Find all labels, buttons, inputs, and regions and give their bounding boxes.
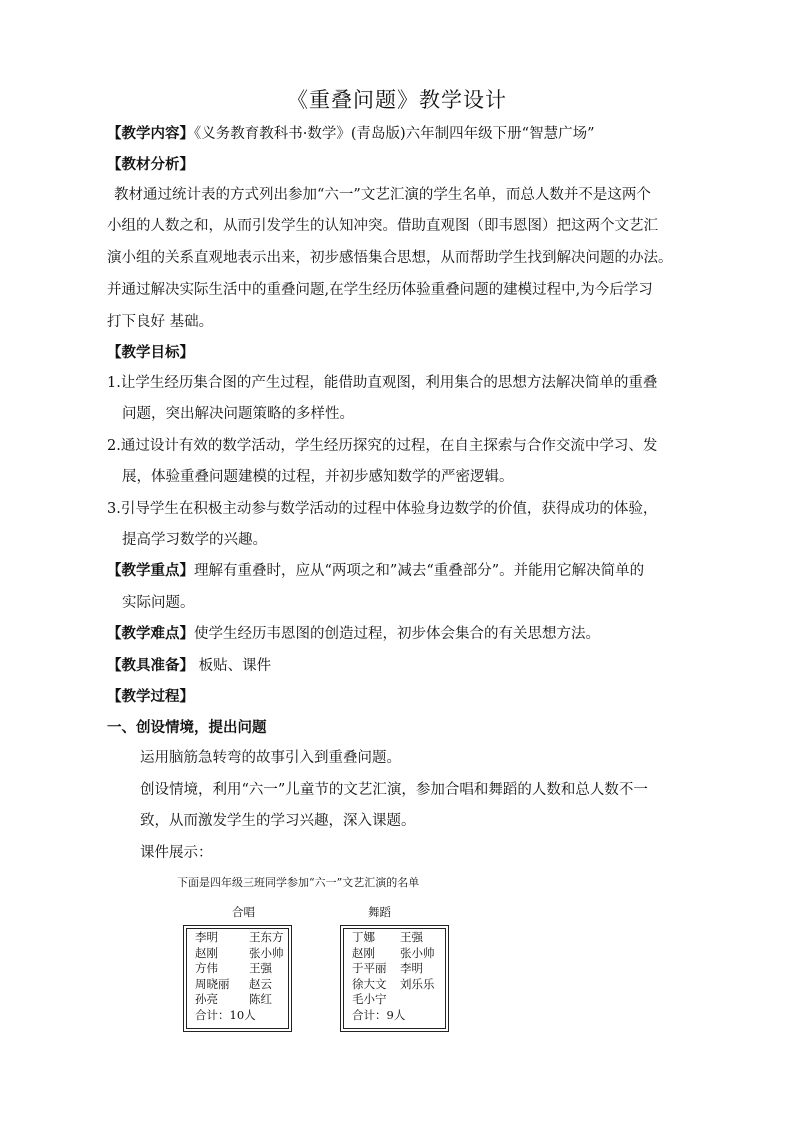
document-title: 《重叠问题》教学设计 [287, 88, 507, 112]
analysis-line-3: 演小组的关系直观地表示出来，初步感悟集合思想，从而帮助学生找到解决问题的办法。 [107, 250, 673, 266]
student-name: 徐大文 [352, 976, 387, 991]
analysis-line-5: 打下良好 基础。 [107, 314, 214, 330]
student-name: 毛小宁 [352, 992, 387, 1006]
student-name: 于平丽 [352, 961, 387, 975]
teaching-goals-heading: 【教学目标】 [107, 344, 194, 361]
choir-label: 合唱 [232, 905, 255, 919]
process-line-3: 致，从而激发学生的学习兴趣，深入课题。 [140, 813, 416, 829]
student-name: 李明 [195, 930, 218, 944]
process-heading: 【教学过程】 [107, 688, 194, 705]
list-item [195, 992, 291, 1008]
difficulty-text: 使学生经历韦恩图的创造过程，初步体会集合的有关思想方法。 [194, 626, 600, 642]
analysis-line-2: 小组的人数之和，从而引发学生的认知冲突。借助直观图（即韦恩图）把这两个文艺汇 [107, 218, 658, 234]
list-item [352, 946, 448, 962]
prep-line [107, 656, 719, 676]
key-point-text: 理解有重叠时，应从“两项之和”减去“重叠部分”。并能用它解决简单的 [194, 563, 645, 579]
process-line-2: 创设情境，利用“六一”儿童节的文艺汇演，参加合唱和舞蹈的人数和总人数不一 [140, 782, 648, 798]
goal-line-4: 展，体验重叠问题建模的过程，并初步感知数学的严密逻辑。 [122, 469, 514, 485]
prep-label: 【教具准备】 [107, 657, 194, 674]
list-item [195, 930, 291, 946]
list-item [195, 977, 291, 993]
list-item [352, 930, 448, 946]
prep-text: 板贴、课件 [194, 658, 272, 674]
student-name: 孙亮 [195, 992, 218, 1006]
choir-total: 合计：10人 [195, 1007, 256, 1022]
key-point-label: 【教学重点】 [107, 562, 194, 579]
student-name: 赵刚 [195, 945, 218, 960]
student-name: 刘乐乐 [400, 976, 435, 991]
difficulty-label: 【教学难点】 [107, 625, 194, 642]
student-name: 方伟 [195, 961, 218, 975]
student-name: 王东方 [249, 930, 284, 944]
key-point-line [107, 561, 719, 581]
analysis-line-1: 教材通过统计表的方式列出参加“六一”文艺汇演的学生名单，而总人数并不是这两个 [114, 187, 651, 203]
student-name: 陈红 [249, 992, 272, 1006]
material-analysis-heading: 【教材分析】 [107, 156, 194, 173]
goal-line-1: 1.让学生经历集合图的产生过程，能借助直观图，利用集合的思想方法解决简单的重叠 [107, 375, 658, 391]
choir-name-list [183, 925, 292, 1032]
list-item [352, 992, 448, 1008]
dance-name-list [340, 925, 449, 1032]
list-item [195, 961, 291, 977]
student-name: 周晓丽 [195, 976, 230, 991]
student-name: 张小帅 [249, 945, 284, 960]
student-name: 王强 [400, 930, 423, 944]
student-name: 李明 [400, 961, 423, 975]
student-name: 王强 [249, 961, 272, 975]
student-name: 张小帅 [400, 945, 435, 960]
teaching-content-label: 【教学内容】 [107, 125, 194, 142]
teaching-content-line [107, 124, 719, 144]
figure-caption: 下面是四年级三班同学参加“六一”文艺汇演的名单 [177, 876, 420, 889]
key-point-line-2: 实际问题。 [122, 595, 195, 611]
dance-label: 舞蹈 [368, 905, 391, 919]
process-line-4: 课件展示： [140, 845, 213, 861]
analysis-line-4: 并通过解决实际生活中的重叠问题,在学生经历体验重叠问题的建模过程中,为今后学习 [107, 282, 653, 298]
list-item [195, 946, 291, 962]
student-name: 赵刚 [352, 945, 375, 960]
list-item [352, 961, 448, 977]
difficulty-line [107, 624, 719, 644]
goal-line-3: 2.通过设计有效的数学活动，学生经历探究的过程，在自主探索与合作交流中学习、发 [107, 438, 658, 454]
process-line-1: 运用脑筋急转弯的故事引入到重叠问题。 [140, 750, 401, 766]
student-name: 丁娜 [352, 930, 375, 944]
goal-line-6: 提高学习数学的兴趣。 [122, 532, 267, 548]
goal-line-2: 问题，突出解决问题策略的多样性。 [122, 406, 354, 422]
dance-total: 合计：9人 [352, 1007, 406, 1022]
list-item [352, 977, 448, 993]
goal-line-5: 3.引导学生在积极主动参与数学活动的过程中体验身边数学的价值，获得成功的体验， [107, 501, 658, 517]
section-1-heading: 一、创设情境，提出问题 [107, 719, 267, 736]
student-name: 赵云 [249, 976, 272, 991]
teaching-content-text: 《义务教育教科书·数学》(青岛版)六年制四年级下册“智慧广场” [194, 126, 595, 142]
